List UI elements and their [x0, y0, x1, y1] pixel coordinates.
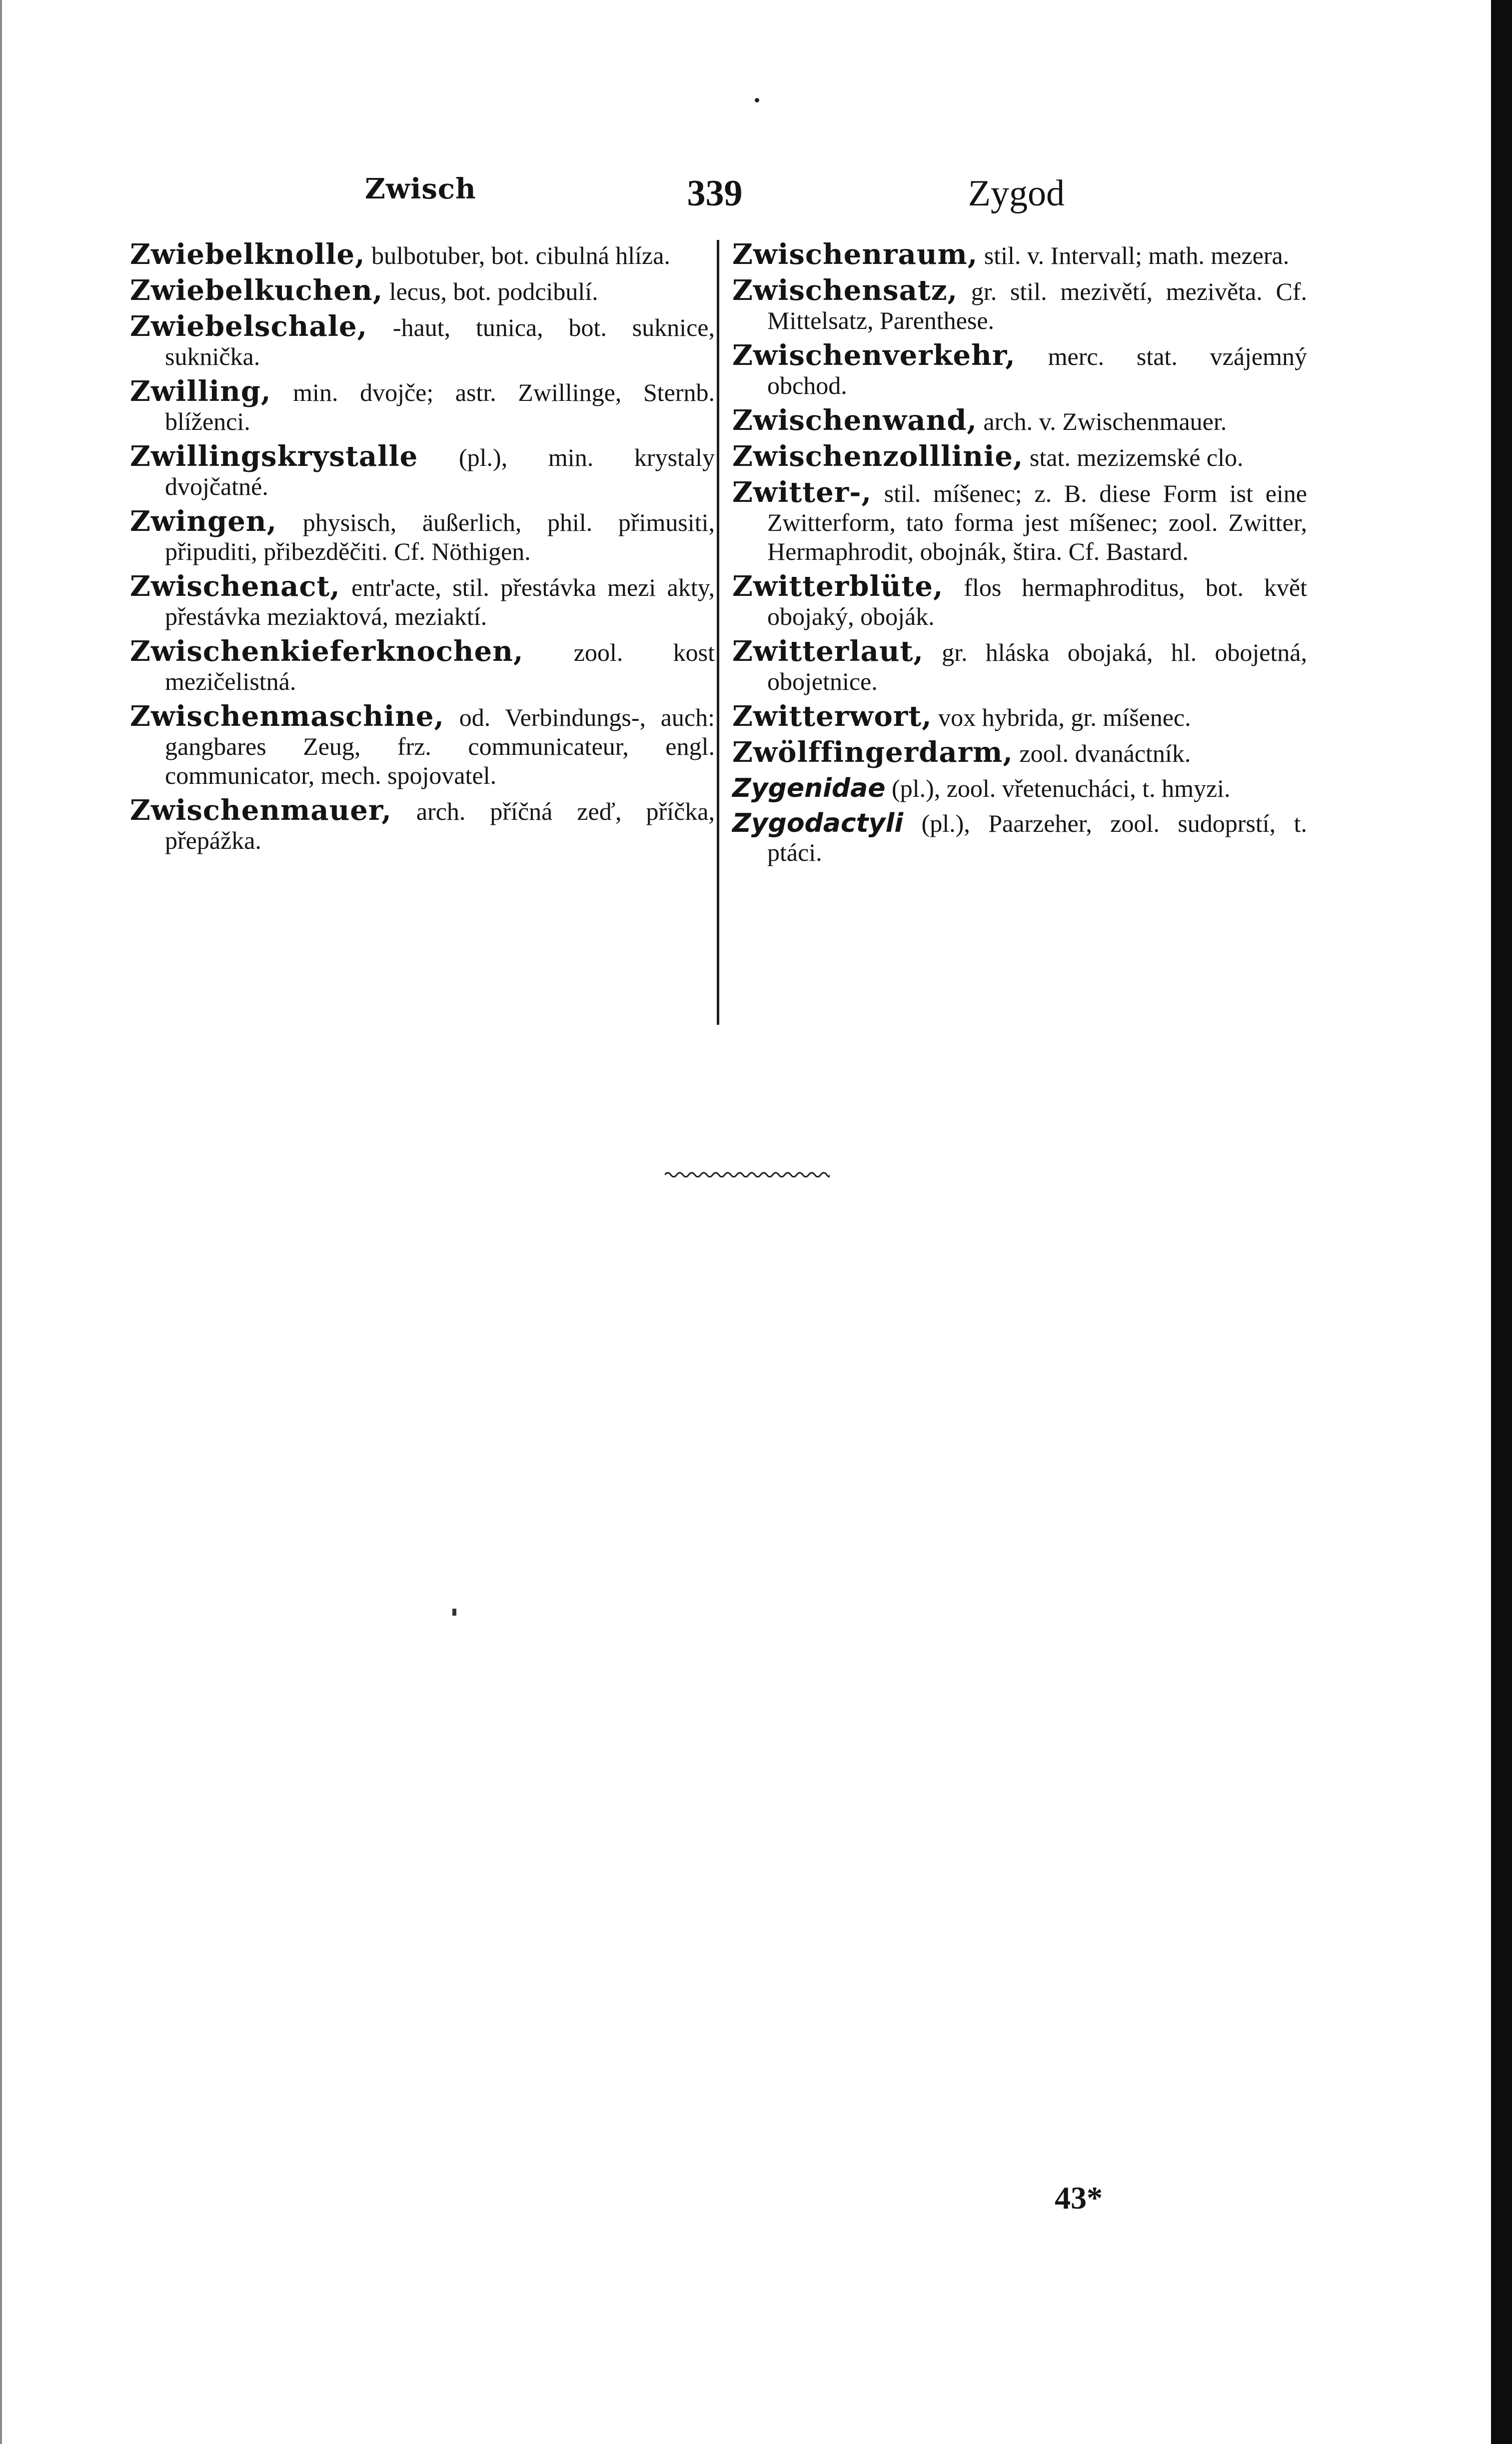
- dictionary-entry: [130, 312, 715, 371]
- entry-headword: Zwitterblüte,: [732, 570, 944, 603]
- dictionary-entry: [130, 377, 715, 436]
- dictionary-entry: [130, 637, 715, 696]
- dictionary-entry: [732, 702, 1307, 732]
- dictionary-entry: [130, 702, 715, 790]
- entry-body: bulbotuber, bot. cibulná hlíza.: [365, 241, 670, 269]
- signature-mark: 43*: [1055, 2180, 1103, 2216]
- entry-headword: Zwischenmaschine,: [130, 700, 445, 733]
- entry-headword: Zwölffingerdarm,: [732, 736, 1013, 769]
- entry-body: (pl.), Paarzeher, zool. sudoprstí, t. ptáci.: [767, 809, 1307, 866]
- entry-headword: Zwiebelknolle,: [130, 238, 365, 271]
- column-rule: [717, 240, 719, 1025]
- entry-headword: Zwischenraum,: [732, 238, 978, 271]
- entry-headword: Zygenidae: [732, 773, 886, 803]
- entry-body: vox hybrida, gr. míšenec.: [932, 703, 1191, 731]
- entry-body: stil. míšenec; z. B. diese Form ist eine Zwitterform, tato forma jest míšenec; zool. Zwitter, Hermaphrodit, obojnák, štira. Cf. Bastard.: [767, 479, 1307, 565]
- entry-headword: Zwischenkieferknochen,: [130, 635, 524, 668]
- entry-headword: Zwischensatz,: [732, 274, 958, 307]
- entry-headword: Zwitterwort,: [732, 700, 932, 733]
- entry-headword: Zwilling,: [130, 375, 271, 408]
- dictionary-entry: [130, 796, 715, 855]
- entry-headword: Zwischenzolllinie,: [732, 440, 1024, 473]
- entry-headword: Zygodactyli: [732, 808, 904, 838]
- entry-body: gr. hláska obojaká, hl. obojetná, obojetnice.: [767, 638, 1307, 695]
- dictionary-entry: [130, 572, 715, 631]
- entry-body: arch. příčná zeď, příčka, přepážka.: [165, 797, 715, 854]
- dictionary-entry: [732, 738, 1307, 768]
- dictionary-entry: [130, 240, 715, 270]
- entry-headword: Zwillingskrystalle: [130, 440, 418, 473]
- entry-body: stat. mezizemské clo.: [1023, 443, 1244, 471]
- right-column: [732, 240, 1307, 873]
- entry-headword: Zwitter-,: [732, 476, 872, 509]
- dictionary-entry: [130, 442, 715, 501]
- scan-left-edge: [0, 0, 2, 2444]
- entry-headword: Zwitterlaut,: [732, 635, 924, 668]
- entry-body: flos hermaphroditus, bot. květ obojaký, oboják.: [767, 573, 1307, 630]
- dictionary-entry: [732, 774, 1307, 803]
- entry-headword: Zwischenverkehr,: [732, 339, 1016, 372]
- ink-mark: [452, 1609, 456, 1616]
- entry-body: merc. stat. vzájemný obchod.: [767, 342, 1307, 399]
- dictionary-entry: [732, 276, 1307, 335]
- section-end-ornament: [665, 1169, 830, 1179]
- dictionary-entry: [130, 507, 715, 566]
- entry-headword: Zwingen,: [130, 505, 277, 538]
- running-head: [365, 172, 1065, 217]
- entry-body: gr. stil. mezivětí, mezivěta. Cf. Mittelsatz, Parenthese.: [767, 277, 1307, 334]
- left-column: [130, 240, 715, 861]
- dictionary-entry: [732, 572, 1307, 631]
- entry-body: stil. v. Intervall; math. mezera.: [978, 241, 1290, 269]
- entry-body: entr'acte, stil. přestávka mezi akty, přestávka meziaktová, meziaktí.: [165, 573, 715, 630]
- entry-headword: Zwiebelschale,: [130, 310, 368, 343]
- running-head-left: Zwisch: [365, 172, 476, 205]
- dictionary-entry: [732, 442, 1307, 472]
- ink-speck: [755, 98, 759, 102]
- dictionary-entry: [732, 341, 1307, 400]
- entry-body: min. dvojče; astr. Zwillinge, Sternb. blíženci.: [165, 378, 715, 435]
- entry-body: zool. dvanáctník.: [1013, 739, 1191, 767]
- entry-body: (pl.), zool. vřetenucháci, t. hmyzi.: [885, 774, 1231, 802]
- dictionary-entry: [732, 406, 1307, 436]
- dictionary-entry: [732, 637, 1307, 696]
- page-number: 339: [687, 173, 743, 214]
- entry-body: physisch, äußerlich, phil. přimusiti, připuditi, přibezděčiti. Cf. Nöthigen.: [165, 508, 715, 565]
- entry-body: arch. v. Zwischenmauer.: [977, 407, 1227, 435]
- dictionary-entry: [130, 276, 715, 306]
- entry-headword: Zwischenwand,: [732, 404, 977, 437]
- entry-body: od. Verbindungs-, auch: gangbares Zeug, frz. communicateur, engl. communicator, mech. spojovatel.: [165, 703, 715, 789]
- entry-headword: Zwischenmauer,: [130, 794, 392, 827]
- dictionary-entry: [732, 809, 1307, 867]
- scan-right-edge: [1491, 0, 1512, 2444]
- entry-headword: Zwischenact,: [130, 570, 340, 603]
- entry-body: lecus, bot. podcibulí.: [383, 277, 598, 305]
- dictionary-entry: [732, 240, 1307, 270]
- entry-body: zool. kost mezičelistná.: [165, 638, 715, 695]
- entry-body: -haut, tunica, bot. suknice, suknička.: [165, 313, 715, 370]
- entry-body: (pl.), min. krystaly dvojčatné.: [165, 443, 715, 500]
- running-head-right: Zygod: [968, 173, 1065, 214]
- dictionary-entry: [732, 478, 1307, 566]
- entry-headword: Zwiebelkuchen,: [130, 274, 383, 307]
